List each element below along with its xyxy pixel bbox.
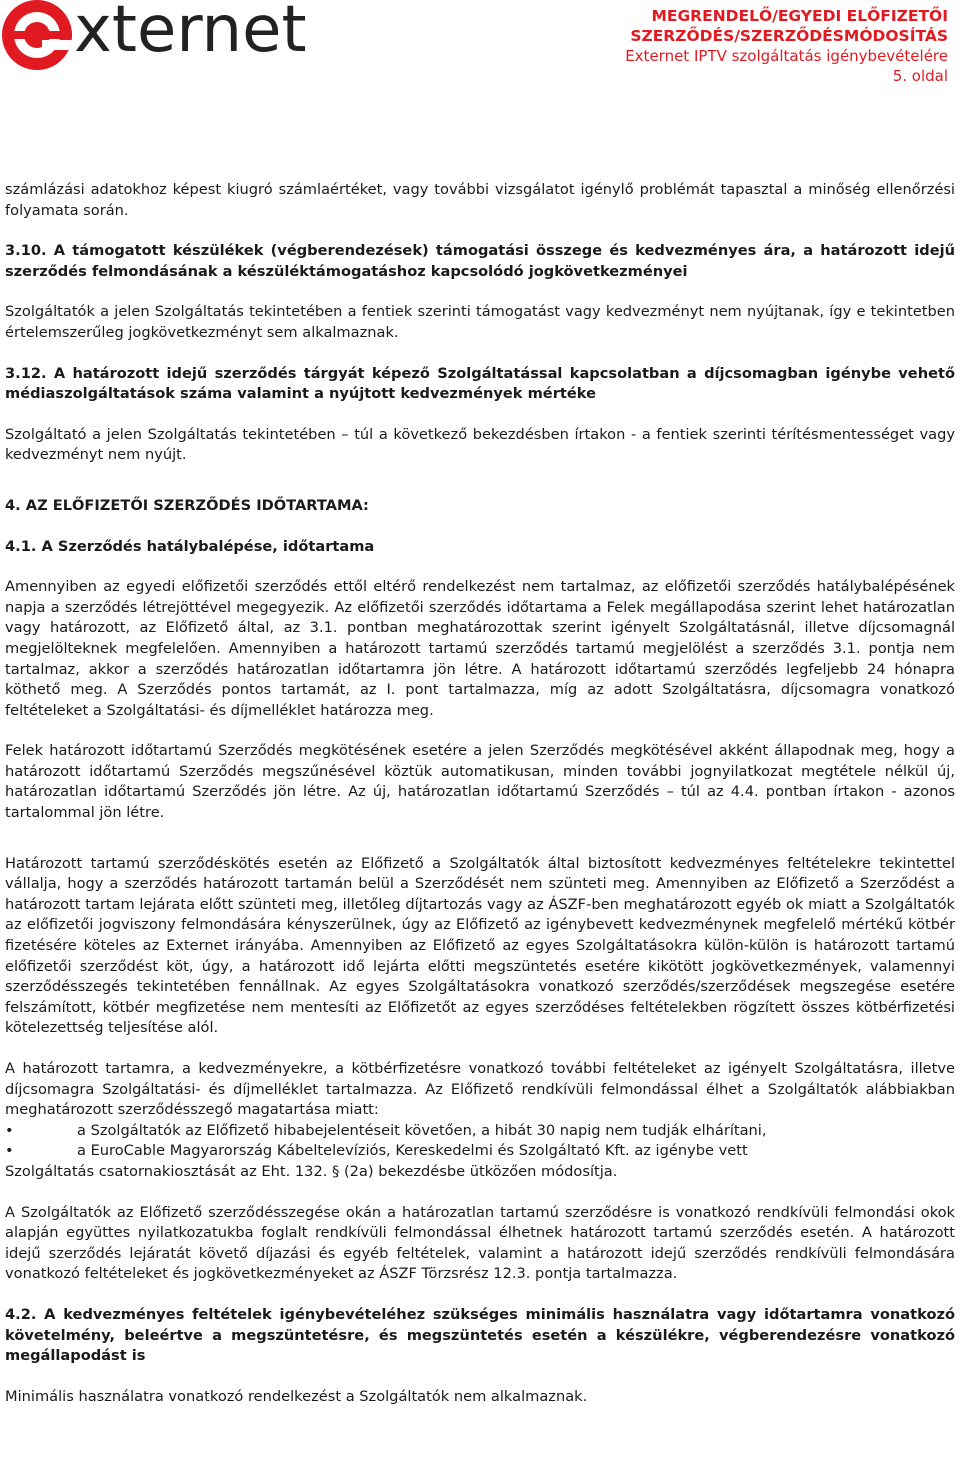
paragraph-discount: Szolgáltató a jelen Szolgáltatás tekintetében – túl a következő bekezdésben írtakon - a fentiek szerinti térítésmentességet vagy kedvezményt nem nyújt.	[5, 425, 955, 464]
paragraph-fixed-term: Felek határozott időtartamú Szerződés megkötésének esetére a jelen Szerződés megkötésével akként állapodnak meg, hogy a határozott időtartamú Szerződés megszűnésével köztük automatikusan, minden további jognyilatkozat megtétele nélkül új, határozatlan időtartamú Szerződés jön létre. Az új, határozatlan időtartamú Szerződés – túl az 4.4. pontban írtakon - azonos tartalommal jön létre.	[5, 742, 955, 822]
bullet-icon: •	[5, 1142, 14, 1160]
paragraph-support: Szolgáltatók a jelen Szolgáltatás tekintetében a fentiek szerinti támogatást vagy kedvezményt nem nyújtanak, így e tekintetben értelemszerűleg jogkövetkezményt sem alkalmaznak.	[5, 303, 955, 341]
paragraph-billing: számlázási adatokhoz képest kiugró számlaértéket, vagy további vizsgálatot igénylő problémát tapasztal a minőség ellenőrzési folyamata során.	[5, 181, 955, 219]
logo-e-mark-icon	[2, 0, 72, 70]
header-title-line1: MEGRENDELŐ/EGYEDI ELŐFIZETŐI	[651, 7, 948, 25]
header-subtitle: Externet IPTV szolgáltatás igénybevételére	[625, 47, 948, 65]
section-heading-3-12: 3.12. A határozott idejű szerződés tárgyát képező Szolgáltatással kapcsolatban a díjcsomagban igénybe vehető médiaszolgáltatások száma valamint a nyújtott kedvezmények mértéke	[5, 364, 955, 403]
list-item-text: a EuroCable Magyarország Kábeltelevíziós, Kereskedelmi és Szolgáltató Kft. az igénybe vett	[77, 1142, 748, 1160]
document-header	[625, 6, 948, 86]
list-item-continuation: Szolgáltatás csatornakiosztását az Eht. 132. § (2a) bekezdésbe ütközően módosítja.	[5, 1162, 618, 1180]
paragraph-minimum-usage: Minimális használatra vonatkozó rendelkezést a Szolgáltatók nem alkalmaznak.	[5, 1387, 588, 1405]
section-heading-4: 4. AZ ELŐFIZETŐI SZERZŐDÉS IDŐTARTAMA:	[5, 496, 369, 514]
list-item-text: a Szolgáltatók az Előfizető hibabejelentéseit követően, a hibát 30 napig nem tudják elhárítani,	[77, 1121, 767, 1139]
section-heading-3-10: 3.10. A támogatott készülékek (végberendezések) támogatási összege és kedvezményes ára, a határozott idejű szerződés felmondásának a készüléktámogatáshoz kapcsolódó jogkövetkezményei	[5, 242, 955, 280]
paragraph-penalty: Határozott tartamú szerződéskötés esetén az Előfizető a Szolgáltatók által biztosított kedvezményes feltételekre tekintettel vállalja, hogy a szerződés határozott tartamán belül a Szerződését nem szünteti meg. Amennyiben az Előfizető a Szerződést a határozott tartam lejárata előtt szünteti meg, illetőleg díjtartozás vagy az ÁSZF-ben meghatározott egyéb ok miatt a Szolgáltatók az előfizetői jogviszony felmondására kényszerülnek, úgy az Előfizető az igénybevett kedvezménynek megfelelő mértékű kötbér fizetésére köteles az Externet irányába. Amennyiben az Előfizető az egyes Szolgáltatásokra külön-külön is határozott tartamú előfizetői szerződést köt, úgy, a határozott idő lejárta előtti megszüntetés esetére kikötött jogkövetkezmények, valamennyi szerződésszegés tekintetében fennállnak. Az egyes Szolgáltatásokra vonatkozó szerződés/szerződések megszegése esetére felszámított, kötbér megfizetése nem mentesíti az Előfizetőt az egyes szerződéses feltételekben rögzített összes kötbérfizetési kötelezettség teljesítése alól.	[5, 854, 955, 1037]
logo-wordmark: xternet	[74, 0, 307, 67]
paragraph-provider-termination: A Szolgáltatók az Előfizető szerződésszegése okán a határozatlan tartamú szerződésre is vonatkozó rendkívüli felmondási okok alapján együttes nyilatkozatukba foglalt rendkívüli felmondással élhetnek határozott tartamú szerződés esetén. A határozott idejű szerződés lejáratát követő díjazási és egyéb feltételek, valamint a határozott idejű szerződés rendkívüli felmondására vonatkozó feltételeket és jogkövetkezményeket az ÁSZF Törzsrész 12.3. pontja tartalmazza.	[5, 1203, 955, 1283]
list-item	[5, 1141, 955, 1162]
paragraph-termination: A határozott tartamra, a kedvezményekre, a kötbérfizetésre vonatkozó további feltételeket az igényelt Szolgáltatásra, illetve díjcsomagra Szolgáltatási- és díjmelléklet tartalmazza. Az Előfizető rendkívüli felmondással élhet a Szolgáltatók alábbiakban meghatározott szerződésszegő magatartása miatt:	[5, 1060, 955, 1119]
section-heading-4-1: 4.1. A Szerződés hatálybalépése, időtartama	[5, 537, 375, 555]
externet-logo	[2, 0, 307, 72]
section-heading-4-2: 4.2. A kedvezményes feltételek igénybevételéhez szükséges minimális használatra vagy időtartamra vonatkozó követelmény, beleértve a megszüntetésre, és megszüntetés esetén a készülékre, végberendezésre vonatkozó megállapodást is	[5, 1305, 955, 1365]
header-title-line2: SZERZŐDÉS/SZERZŐDÉSMÓDOSÍTÁS	[630, 27, 948, 45]
bullet-icon: •	[5, 1121, 14, 1139]
paragraph-effective-date: Amennyiben az egyedi előfizetői szerződés ettől eltérő rendelkezést nem tartalmaz, az előfizetői szerződés hatálybalépésének napja a szerződés létrejöttével megegyezik. Az előfizetői szerződés időtartama a Felek megállapodása szerint lehet határozatlan vagy határozott, az Előfizető által, az 3.1. pontban meghatározottak szerint igényelt Szolgáltatásnál, illetve díjcsomagnál megjelölteknek megfelelően. Amennyiben a határozott tartamú szerződés tartamú megjelölést a szerződés 3.1. pontja nem tartalmaz, akkor a szerződés határozatlan időtartamra jön létre. A határozott időtartamú szerződés legfeljebb 24 hónapra köthető meg. A Szerződés pontos tartamát, az I. pont tartalmazza, míg az adott Szolgáltatásra, díjcsomagra vonatkozó feltételeket a Szolgáltatási- és díjmelléklet határozza meg.	[5, 578, 955, 719]
document-body	[5, 180, 955, 1407]
page-number: 5. oldal	[892, 67, 948, 85]
list-item	[5, 1121, 955, 1142]
